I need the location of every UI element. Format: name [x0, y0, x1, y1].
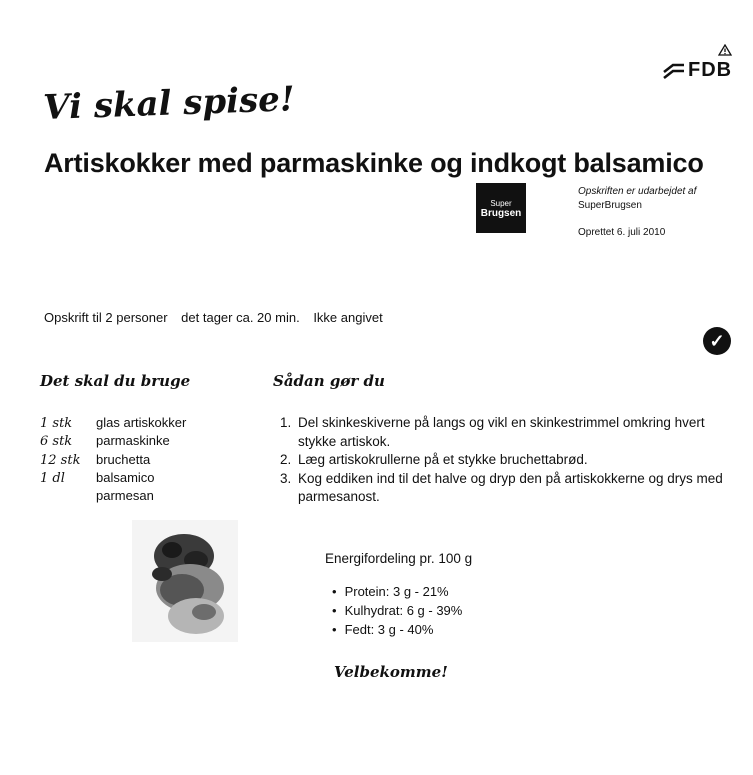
superbrugsen-logo-line1: Super: [490, 199, 512, 208]
step-text: Kog eddiken ind til det halve og dryp den på artiskokkerne og drys med parmesanost.: [298, 470, 723, 504]
step-text: Del skinkeskiverne på langs og vikl en skinkestrimmel omkring hvert stykke artiskok.: [298, 415, 705, 449]
ingredient-name: bruchetta: [96, 452, 151, 467]
prep-time: det tager ca. 20 min.: [181, 310, 300, 325]
superbrugsen-logo: [476, 183, 526, 233]
ingredient-row: [40, 452, 150, 468]
warning-icon: [718, 44, 732, 56]
ingredient-row: [40, 470, 155, 486]
energy-item: • Fedt: 3 g - 40%: [332, 620, 462, 639]
energy-item: • Kulhydrat: 6 g - 39%: [332, 601, 462, 620]
extra-info: Ikke angivet: [313, 310, 383, 325]
recipe-meta: [44, 310, 393, 325]
step-number: 1.: [280, 415, 292, 430]
servings: Opskrift til 2 personer: [44, 310, 168, 325]
method-steps: [280, 414, 740, 507]
step-number: 3.: [280, 470, 292, 486]
ingredient-row: [40, 488, 154, 503]
method-step: [280, 451, 740, 470]
store-name: SuperBrugsen: [578, 200, 642, 211]
recipe-title: Artiskokker med parmaskinke og indkogt balsamico: [44, 148, 704, 178]
ingredient-qty: 6 stk: [40, 434, 73, 449]
ingredient-row: [40, 433, 170, 449]
step-number: 2.: [280, 452, 292, 467]
ingredient-qty: 1 dl: [40, 471, 65, 486]
fdb-logo-text: FDB: [688, 59, 733, 81]
closing-greeting: Velbekomme!: [334, 663, 448, 681]
recipe-photo: [132, 520, 238, 642]
method-step: [280, 414, 740, 451]
energy-list: [332, 582, 462, 639]
fdb-mark-icon: [662, 62, 686, 80]
ingredient-qty: 12 stk: [40, 453, 81, 468]
method-step: [280, 470, 740, 507]
check-circle-icon: ✓: [703, 327, 731, 355]
ingredient-row: [40, 415, 186, 431]
energy-heading: Energifordeling pr. 100 g: [325, 551, 473, 566]
step-text: Læg artiskokrullerne på et stykke bruchettabrød.: [298, 452, 588, 467]
ingredient-qty: 1 stk: [40, 416, 73, 431]
made-by-label: Opskriften er udarbejdet af: [578, 186, 697, 197]
method-heading: Sådan gør du: [273, 372, 385, 390]
superbrugsen-logo-line2: Brugsen: [480, 208, 522, 219]
ingredients-heading: Det skal du bruge: [40, 372, 191, 390]
energy-item: • Protein: 3 g - 21%: [332, 582, 462, 601]
ingredient-name: parmaskinke: [96, 433, 170, 448]
ingredient-name: parmesan: [96, 488, 154, 503]
created-date: Oprettet 6. juli 2010: [578, 227, 666, 238]
ingredient-name: balsamico: [96, 470, 155, 485]
tagline: Vi skal spise!: [42, 79, 296, 128]
ingredient-name: glas artiskokker: [96, 415, 187, 430]
